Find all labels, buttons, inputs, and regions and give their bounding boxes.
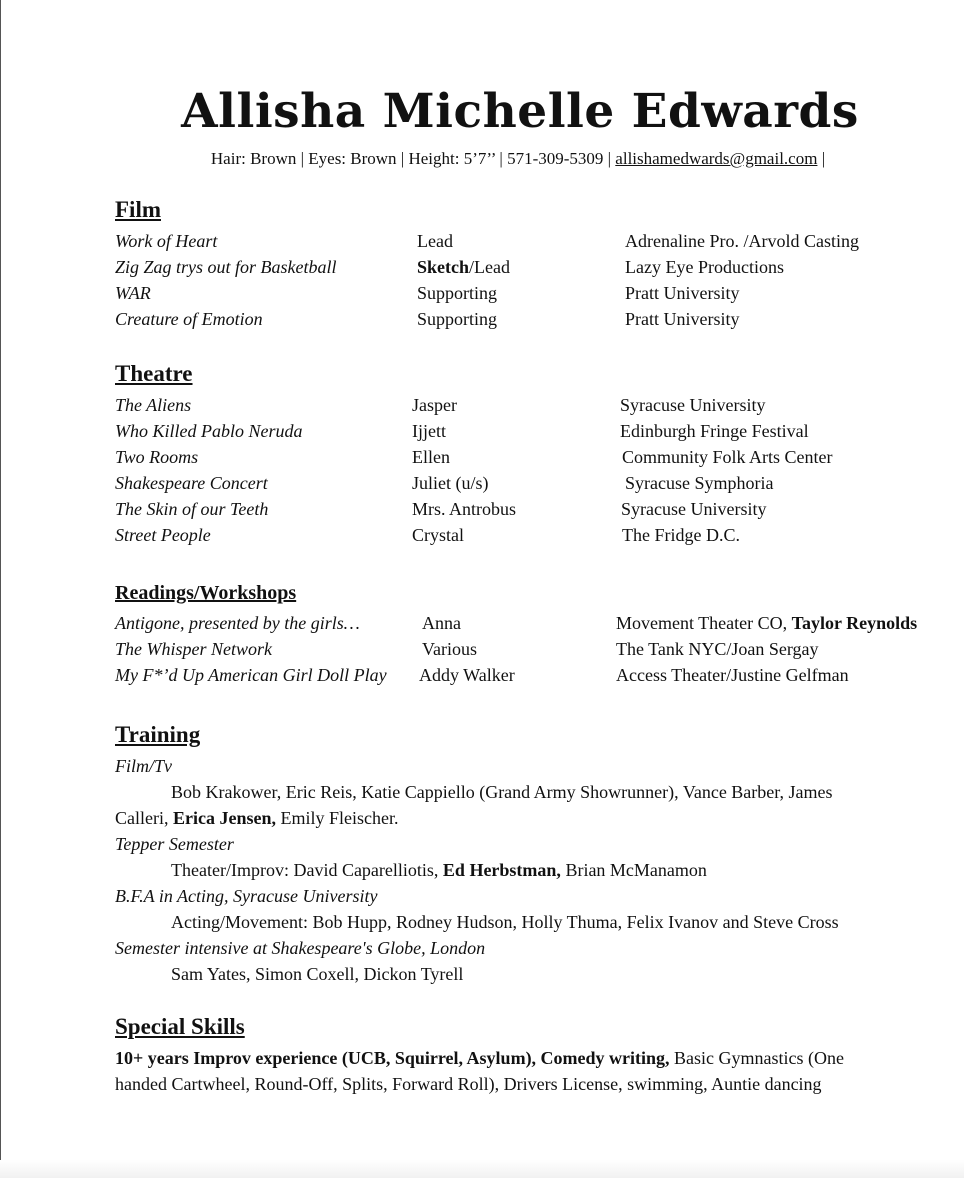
credit-company: Pratt University [625,309,740,329]
credit-company: Pratt University [625,283,740,303]
training-label-bfa: B.F.A in Acting, Syracuse University [115,886,378,906]
credit-role: Lead [417,231,453,251]
credit-role: Anna [422,613,461,633]
credit-title: Shakespeare Concert [115,473,268,493]
credit-role: Ijjett [412,421,446,441]
training-label-film-tv: Film/Tv [115,756,172,776]
email-link[interactable]: allishamedwards@gmail.com [615,149,818,168]
credit-company: Lazy Eye Productions [625,257,784,277]
skills-bold: 10+ years Improv experience (UCB, Squirrel, Asylum), Comedy writing, [115,1048,670,1068]
credit-company: The Tank NYC/Joan Sergay [616,639,819,659]
training-text: Theater/Improv: David Caparelliotis, [171,860,443,880]
skills-heading: Special Skills [115,1014,245,1039]
credit-company-text: Movement Theater CO, [616,613,792,633]
theatre-heading: Theatre [115,361,193,386]
credit-company: Access Theater/Justine Gelfman [616,665,849,685]
credit-title: My F*’d Up American Girl Doll Play [115,665,387,685]
credit-role: Addy Walker [419,665,515,685]
credit-title: Two Rooms [115,447,199,467]
credit-title: Work of Heart [115,231,218,251]
credit-company: Syracuse University [621,499,767,519]
training-text-bold: Ed Herbstman, [442,860,561,880]
credit-role: Crystal [412,525,464,545]
training-text: Calleri, [115,808,173,828]
training-detail [115,808,398,829]
credit-role: Jasper [412,395,457,415]
credit-title: Who Killed Pablo Neruda [115,421,303,441]
skills-line: handed Cartwheel, Round-Off, Splits, Forward Roll), Drivers License, swimming, Auntie dancing [115,1074,822,1094]
credit-title: The Aliens [115,395,192,415]
theatre-row [0,447,964,471]
credit-role-bold: Sketch [417,257,470,277]
film-heading: Film [115,197,161,222]
film-row [0,283,964,307]
training-label-tepper: Tepper Semester [115,834,234,854]
training-label-globe: Semester intensive at Shakespeare's Globe, London [115,938,486,958]
contact-trail: | [817,149,826,168]
film-row [0,309,964,333]
credit-title: Street People [115,525,211,545]
training-detail: Sam Yates, Simon Coxell, Dickon Tyrell [171,964,464,984]
readings-row [0,639,964,663]
credit-role-rest: /Lead [469,257,510,277]
theatre-row [0,499,964,523]
credit-role: Juliet (u/s) [412,473,489,493]
page-edge [0,0,1,1178]
readings-row [0,665,964,689]
credit-title: Antigone, presented by the girls… [115,613,360,633]
credit-title: WAR [115,283,151,303]
training-heading: Training [115,722,201,747]
credit-title: Zig Zag trys out for Basketball [115,257,337,277]
credit-title: Creature of Emotion [115,309,263,329]
credit-role: Mrs. Antrobus [412,499,517,519]
training-text: Brian McManamon [560,860,707,880]
readings-heading: Readings/Workshops [115,582,297,604]
page-bottom-shade [0,1160,964,1178]
training-detail: Acting/Movement: Bob Hupp, Rodney Hudson, Holly Thuma, Felix Ivanov and Steve Cross [171,912,839,932]
credit-title: The Skin of our Teeth [115,499,269,519]
credit-company: Syracuse Symphoria [625,473,774,493]
credit-title: The Whisper Network [115,639,272,659]
skills-text: Basic Gymnastics (One [669,1048,845,1068]
theatre-row [0,525,964,549]
credit-role: Various [422,639,477,659]
training-text: Emily Fleischer. [275,808,399,828]
credit-company: Adrenaline Pro. /Arvold Casting [625,231,859,251]
credit-company: Syracuse University [620,395,766,415]
film-row [0,257,964,281]
credit-role [417,257,510,278]
credit-role: Supporting [417,309,498,329]
contact-stats: Hair: Brown | Eyes: Brown | Height: 5’7’’ | 571-309-5309 | [210,149,616,168]
credit-role: Supporting [417,283,498,303]
training-text-bold: Erica Jensen, [172,808,276,828]
theatre-row [0,421,964,445]
credit-company: Edinburgh Fringe Festival [620,421,809,441]
readings-row [0,613,964,637]
film-row [0,231,964,255]
resume-name: Allisha Michelle Edwards [181,84,859,139]
theatre-row [0,395,964,419]
credit-company: Community Folk Arts Center [622,447,833,467]
skills-line [115,1048,844,1069]
training-detail [171,860,707,881]
credit-role: Ellen [412,447,450,467]
training-detail: Bob Krakower, Eric Reis, Katie Cappiello (Grand Army Showrunner), Vance Barber, James [171,782,833,802]
credit-company: The Fridge D.C. [622,525,740,545]
theatre-row [0,473,964,497]
contact-line [0,149,964,169]
credit-company-bold: Taylor Reynolds [791,613,918,633]
credit-company [616,613,917,634]
